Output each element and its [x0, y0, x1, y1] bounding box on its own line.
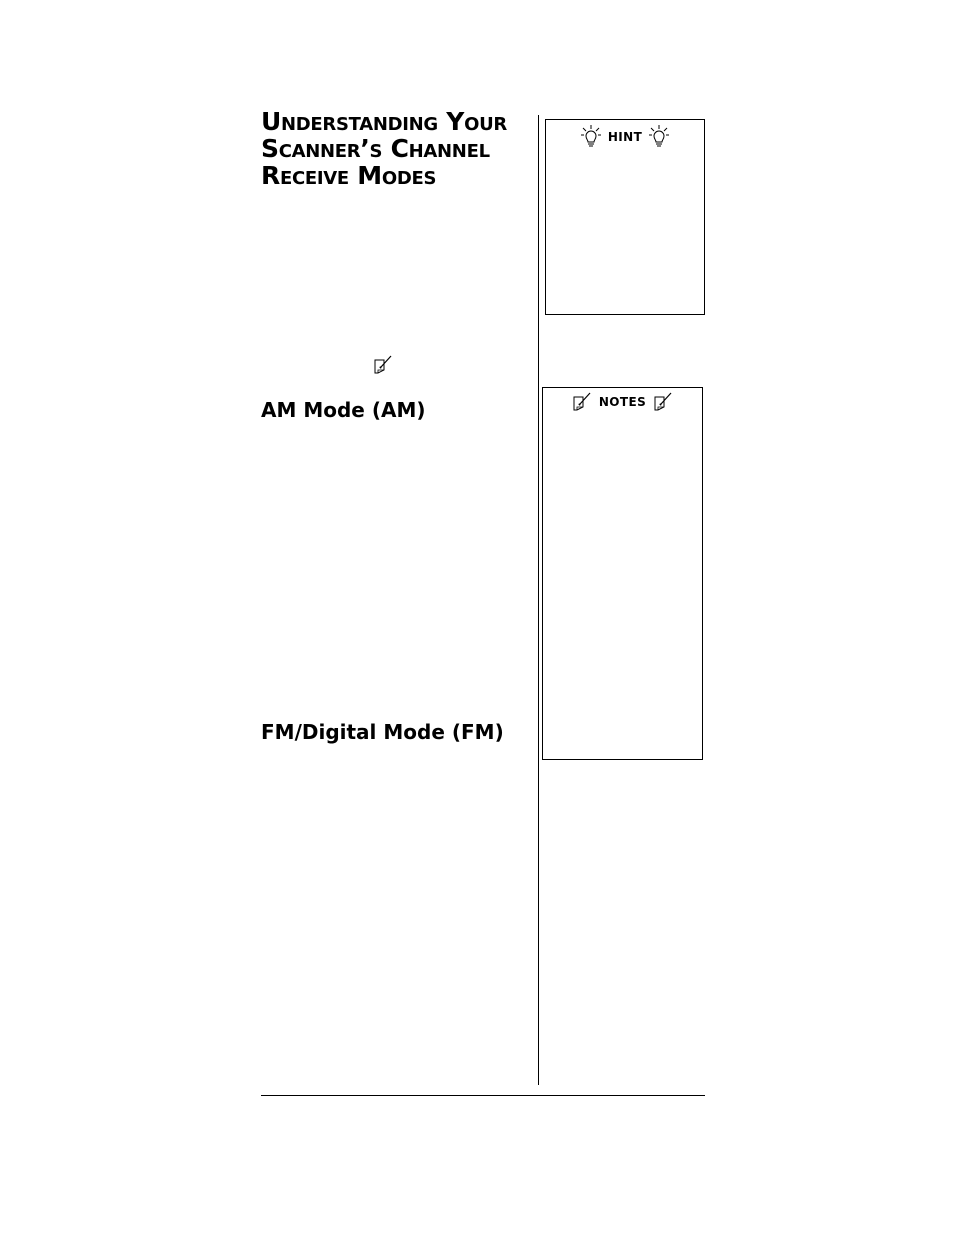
notes-box-header — [543, 391, 702, 413]
title-line-3: Receive Modes — [261, 161, 437, 190]
am-mode-heading: AM Mode (AM) — [261, 398, 426, 422]
title-line-1: Understanding Your — [261, 107, 507, 136]
fm-digital-mode-heading: FM/Digital Mode (FM) — [261, 720, 504, 744]
title-line-2: Scanner’s Channel — [261, 134, 490, 163]
notes-box — [542, 387, 703, 760]
hint-label: HINT — [607, 130, 643, 144]
column-divider — [538, 115, 539, 1085]
footer-rule — [261, 1095, 705, 1096]
hint-box — [545, 119, 705, 315]
hint-box-header — [546, 124, 704, 150]
lightbulb-icon — [580, 124, 602, 150]
page-title — [261, 108, 531, 189]
note-pencil-icon — [372, 354, 394, 376]
notes-label: NOTES — [598, 395, 647, 409]
lightbulb-icon — [648, 124, 670, 150]
note-pencil-icon — [652, 391, 674, 413]
note-pencil-icon — [571, 391, 593, 413]
